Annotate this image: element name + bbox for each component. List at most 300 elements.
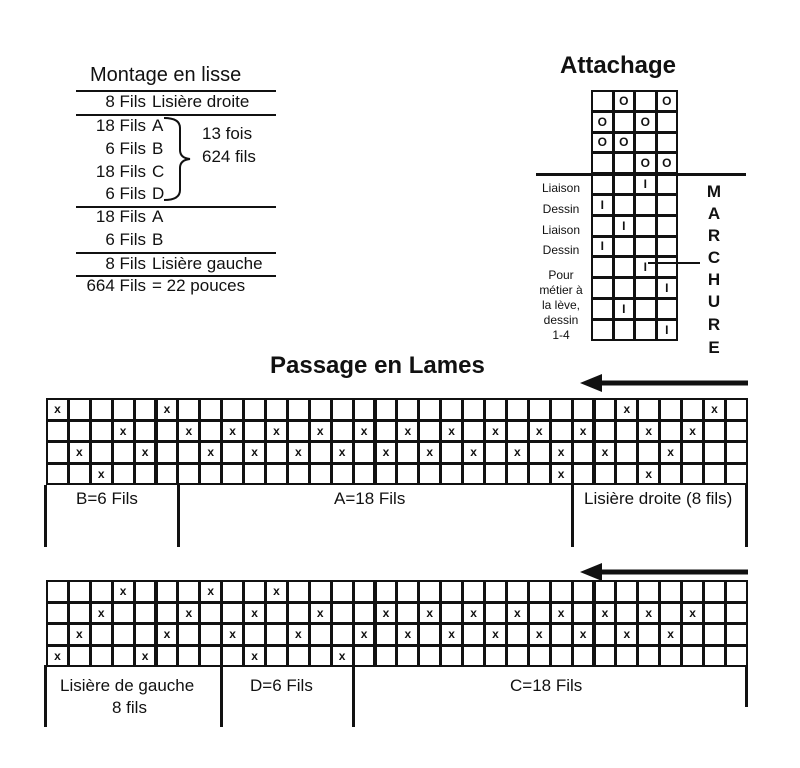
attachage-cell <box>656 215 679 237</box>
attachage-note: 1-4 <box>552 328 570 342</box>
attachage-cell <box>656 298 679 320</box>
passage-cell: x <box>287 441 310 464</box>
passage-cell: x <box>659 441 682 464</box>
passage-cell <box>331 623 354 646</box>
passage-cell: x <box>134 645 157 668</box>
attachage-cell: I <box>591 194 614 216</box>
passage-cell <box>243 623 266 646</box>
section-divider <box>220 665 223 727</box>
passage-cell <box>309 645 332 668</box>
passage-cell <box>681 580 704 603</box>
attachage-note: Pour <box>548 268 574 282</box>
passage-cell <box>484 398 507 421</box>
passage-cell <box>594 645 617 668</box>
passage-cell <box>396 398 419 421</box>
passage-cell <box>177 645 200 668</box>
passage-cell <box>199 398 222 421</box>
passage-cell <box>309 398 332 421</box>
passage-cell <box>528 645 551 668</box>
marchure-letter: H <box>707 270 721 289</box>
montage-name: A <box>152 116 164 135</box>
passage-cell <box>177 441 200 464</box>
passage-cell: x <box>112 580 135 603</box>
passage-cell <box>375 420 398 443</box>
passage-cell <box>68 398 91 421</box>
passage-cell <box>177 398 200 421</box>
passage-cell <box>440 645 463 668</box>
montage-count: 6 Fils <box>105 184 146 203</box>
passage-cell <box>46 441 69 464</box>
attachage-label: Liaison <box>541 223 581 237</box>
passage-cell <box>594 623 617 646</box>
passage-cell <box>528 441 551 464</box>
passage-cell <box>440 463 463 486</box>
passage-cell <box>528 580 551 603</box>
passage-cell: x <box>177 602 200 625</box>
passage-cell: x <box>550 602 573 625</box>
attachage-cell <box>591 90 614 112</box>
montage-total-count: 664 Fils <box>86 276 146 295</box>
passage-cell: x <box>156 398 179 421</box>
passage-cell <box>725 623 748 646</box>
passage-cell <box>90 580 113 603</box>
section-divider <box>44 485 47 547</box>
attachage-cell <box>591 215 614 237</box>
passage-cell <box>550 645 573 668</box>
passage-cell: x <box>484 623 507 646</box>
passage-cell <box>484 580 507 603</box>
passage-cell <box>287 645 310 668</box>
passage-cell: x <box>703 398 726 421</box>
passage-cell <box>156 463 179 486</box>
passage-cell <box>199 420 222 443</box>
passage-cell: x <box>265 420 288 443</box>
passage-cell <box>287 602 310 625</box>
passage-cell: x <box>46 645 69 668</box>
section-divider <box>745 665 748 707</box>
passage-cell: x <box>396 623 419 646</box>
passage-cell: x <box>287 623 310 646</box>
passage-cell: x <box>681 420 704 443</box>
passage-cell <box>353 441 376 464</box>
passage-cell <box>615 602 638 625</box>
passage-cell <box>703 441 726 464</box>
passage-cell <box>637 645 660 668</box>
attachage-cell: O <box>591 132 614 154</box>
passage-cell <box>134 602 157 625</box>
passage-cell <box>615 645 638 668</box>
passage-cell <box>440 580 463 603</box>
passage-cell <box>703 580 726 603</box>
passage-cell <box>265 441 288 464</box>
attachage-cell <box>613 277 636 299</box>
passage-cell: x <box>199 441 222 464</box>
attachage-cell: I <box>656 319 679 341</box>
passage-cell <box>572 645 595 668</box>
montage-name: D <box>152 184 165 203</box>
attachage-cell <box>613 319 636 341</box>
passage-cell: x <box>134 441 157 464</box>
passage-cell <box>156 645 179 668</box>
passage-cell <box>681 623 704 646</box>
passage-cell: x <box>528 623 551 646</box>
passage-cell <box>156 420 179 443</box>
passage-cell <box>594 398 617 421</box>
passage-cell <box>681 398 704 421</box>
marchure-letter: E <box>708 338 720 357</box>
passage-cell: x <box>550 463 573 486</box>
attachage-cell <box>591 152 614 174</box>
passage-cell <box>90 623 113 646</box>
passage-cell <box>68 420 91 443</box>
passage-cell <box>418 420 441 443</box>
passage-cell <box>199 602 222 625</box>
repeat-brace <box>160 114 200 204</box>
passage-cell <box>703 463 726 486</box>
section-divider <box>352 665 355 727</box>
passage-cell <box>418 398 441 421</box>
passage-cell <box>659 602 682 625</box>
montage-count: 18 Fils <box>95 116 146 135</box>
attachage-cell <box>591 277 614 299</box>
passage-cell <box>331 602 354 625</box>
passage-cell: x <box>615 623 638 646</box>
passage-cell <box>68 580 91 603</box>
passage-cell: x <box>659 623 682 646</box>
passage-cell <box>177 580 200 603</box>
attachage-cell: O <box>634 152 657 174</box>
passage-cell: x <box>396 420 419 443</box>
passage-cell <box>199 463 222 486</box>
passage-cell <box>418 645 441 668</box>
passage-cell: x <box>309 420 332 443</box>
passage-cell <box>594 463 617 486</box>
montage-count: 6 Fils <box>105 139 146 158</box>
passage-cell <box>396 645 419 668</box>
attachage-cell <box>656 111 679 133</box>
passage-cell: x <box>221 420 244 443</box>
passage-cell: x <box>572 623 595 646</box>
marchure-letter: C <box>707 248 721 267</box>
passage-cell <box>46 463 69 486</box>
passage-cell <box>331 580 354 603</box>
passage-cell <box>681 441 704 464</box>
passage-cell: x <box>68 441 91 464</box>
passage-cell <box>528 602 551 625</box>
passage-cell: x <box>550 441 573 464</box>
passage-cell <box>418 580 441 603</box>
attachage-cell <box>613 236 636 258</box>
passage-cell <box>506 623 529 646</box>
passage-cell <box>462 398 485 421</box>
passage-cell <box>725 398 748 421</box>
attachage-divider <box>536 173 746 176</box>
passage-cell <box>506 580 529 603</box>
passage-cell <box>462 645 485 668</box>
passage-cell: x <box>353 420 376 443</box>
passage-cell <box>484 463 507 486</box>
section-label-d: D=6 Fils <box>250 676 313 695</box>
passage-cell <box>353 463 376 486</box>
attachage-cell <box>613 152 636 174</box>
attachage-label: Dessin <box>542 243 580 257</box>
passage-cell <box>637 398 660 421</box>
repeat-times: 13 fois <box>202 124 253 143</box>
passage-cell: x <box>637 463 660 486</box>
passage-cell <box>156 602 179 625</box>
passage-cell <box>309 441 332 464</box>
passage-cell <box>703 623 726 646</box>
passage-cell <box>265 602 288 625</box>
passage-cell <box>725 580 748 603</box>
passage-cell <box>112 602 135 625</box>
passage-cell <box>134 623 157 646</box>
passage-cell <box>287 398 310 421</box>
attachage-cell <box>634 132 657 154</box>
attachage-cell: I <box>634 256 657 278</box>
passage-cell: x <box>462 602 485 625</box>
passage-cell <box>462 420 485 443</box>
passage-cell <box>462 580 485 603</box>
passage-title: Passage en Lames <box>270 352 485 379</box>
passage-cell: x <box>506 441 529 464</box>
passage-cell <box>199 623 222 646</box>
passage-cell: x <box>265 580 288 603</box>
passage-cell: x <box>375 441 398 464</box>
attachage-cell <box>656 173 679 195</box>
passage-cell <box>594 420 617 443</box>
attachage-cell <box>656 132 679 154</box>
montage-name: B <box>152 139 164 158</box>
section-label-lisiere-gauche: Lisière de gauche <box>60 676 195 695</box>
attachage-cell <box>613 173 636 195</box>
section-label-b: B=6 Fils <box>76 489 138 508</box>
attachage-label: Liaison <box>541 181 581 195</box>
passage-cell: x <box>309 602 332 625</box>
passage-cell <box>353 398 376 421</box>
attachage-cell: I <box>591 236 614 258</box>
marchure-letter: R <box>707 226 721 245</box>
passage-cell <box>681 645 704 668</box>
passage-cell <box>375 623 398 646</box>
passage-cell: x <box>594 441 617 464</box>
passage-cell <box>309 623 332 646</box>
passage-cell: x <box>68 623 91 646</box>
passage-cell <box>484 602 507 625</box>
attachage-cell: O <box>656 90 679 112</box>
passage-cell: x <box>440 420 463 443</box>
passage-cell <box>506 398 529 421</box>
attachage-cell: I <box>634 173 657 195</box>
passage-cell <box>440 602 463 625</box>
section-label-c: C=18 Fils <box>510 676 583 695</box>
passage-cell <box>156 580 179 603</box>
passage-cell <box>90 398 113 421</box>
passage-cell <box>703 420 726 443</box>
passage-cell <box>221 398 244 421</box>
attachage-note: dessin <box>543 313 579 327</box>
passage-cell <box>46 580 69 603</box>
passage-cell <box>659 645 682 668</box>
attachage-cell: O <box>591 111 614 133</box>
montage-count: 8 Fils <box>105 254 146 273</box>
attachage-cell <box>656 236 679 258</box>
passage-cell: x <box>637 602 660 625</box>
passage-cell <box>484 645 507 668</box>
attachage-note: la lève, <box>541 298 581 312</box>
passage-cell <box>440 398 463 421</box>
passage-cell <box>659 463 682 486</box>
passage-cell <box>659 398 682 421</box>
passage-cell <box>68 602 91 625</box>
passage-cell <box>112 398 135 421</box>
attachage-cell <box>656 194 679 216</box>
passage-cell <box>265 463 288 486</box>
passage-cell <box>243 398 266 421</box>
section-divider <box>571 485 574 547</box>
section-label-lisiere-gauche-count: 8 fils <box>112 698 147 717</box>
passage-cell <box>243 463 266 486</box>
passage-cell: x <box>90 602 113 625</box>
passage-cell <box>550 623 573 646</box>
passage-cell <box>725 602 748 625</box>
section-divider <box>745 485 748 547</box>
repeat-threads: 624 fils <box>202 147 256 166</box>
attachage-label: Dessin <box>542 202 580 216</box>
passage-cell: x <box>90 463 113 486</box>
attachage-cell <box>634 236 657 258</box>
passage-cell <box>725 420 748 443</box>
passage-cell: x <box>243 645 266 668</box>
attachage-note: métier à <box>539 283 583 297</box>
passage-cell <box>615 441 638 464</box>
passage-cell <box>659 580 682 603</box>
montage-name: C <box>152 162 165 181</box>
attachage-cell <box>591 319 614 341</box>
passage-cell <box>572 463 595 486</box>
passage-cell <box>375 580 398 603</box>
marchure-letter: U <box>707 292 721 311</box>
montage-count: 18 Fils <box>95 207 146 226</box>
attachage-title: Attachage <box>560 52 677 79</box>
passage-cell <box>462 623 485 646</box>
passage-cell <box>375 645 398 668</box>
passage-cell <box>243 580 266 603</box>
attachage-divider-lower <box>648 262 700 264</box>
passage-cell <box>572 398 595 421</box>
passage-cell <box>725 441 748 464</box>
passage-cell <box>112 623 135 646</box>
attachage-cell: I <box>656 277 679 299</box>
passage-cell <box>68 463 91 486</box>
passage-cell <box>90 645 113 668</box>
passage-cell: x <box>221 623 244 646</box>
passage-cell <box>396 463 419 486</box>
passage-cell: x <box>418 602 441 625</box>
passage-cell <box>572 441 595 464</box>
passage-cell <box>703 602 726 625</box>
passage-cell <box>287 420 310 443</box>
passage-cell <box>681 463 704 486</box>
attachage-cell <box>613 256 636 278</box>
passage-cell <box>396 602 419 625</box>
attachage-cell <box>634 277 657 299</box>
passage-cell <box>177 463 200 486</box>
passage-cell <box>46 420 69 443</box>
passage-cell <box>418 463 441 486</box>
passage-cell <box>353 580 376 603</box>
passage-cell <box>265 645 288 668</box>
passage-cell: x <box>375 602 398 625</box>
passage-cell: x <box>199 580 222 603</box>
passage-cell: x <box>112 420 135 443</box>
passage-cell <box>265 623 288 646</box>
passage-cell <box>484 441 507 464</box>
montage-name: A <box>152 207 164 226</box>
attachage-cell <box>591 173 614 195</box>
passage-cell <box>68 645 91 668</box>
passage-cell <box>353 602 376 625</box>
marchure-letter: A <box>707 204 721 223</box>
passage-cell <box>156 441 179 464</box>
passage-cell <box>659 420 682 443</box>
attachage-cell <box>591 256 614 278</box>
passage-cell <box>462 463 485 486</box>
attachage-cell: I <box>613 215 636 237</box>
passage-cell <box>594 580 617 603</box>
attachage-cell: O <box>613 132 636 154</box>
passage-cell <box>331 398 354 421</box>
passage-cell <box>90 441 113 464</box>
passage-cell: x <box>681 602 704 625</box>
passage-cell: x <box>440 623 463 646</box>
passage-cell <box>177 623 200 646</box>
passage-cell <box>506 420 529 443</box>
passage-cell <box>353 645 376 668</box>
passage-cell <box>375 398 398 421</box>
passage-cell <box>637 623 660 646</box>
passage-cell <box>243 420 266 443</box>
passage-cell <box>221 602 244 625</box>
passage-cell <box>615 463 638 486</box>
passage-cell <box>112 441 135 464</box>
attachage-cell <box>634 298 657 320</box>
montage-count: 8 Fils <box>105 92 146 111</box>
passage-cell: x <box>615 398 638 421</box>
marchure-letter: R <box>707 315 721 334</box>
section-divider <box>44 665 47 727</box>
passage-cell <box>725 645 748 668</box>
passage-cell <box>637 441 660 464</box>
passage-cell <box>615 420 638 443</box>
passage-cell <box>572 602 595 625</box>
passage-cell <box>309 463 332 486</box>
passage-cell <box>46 602 69 625</box>
arrow-left-icon <box>578 373 750 393</box>
arrow-left-icon <box>578 562 750 582</box>
passage-cell: x <box>484 420 507 443</box>
section-label-a: A=18 Fils <box>334 489 406 508</box>
passage-cell <box>331 463 354 486</box>
attachage-cell <box>591 298 614 320</box>
passage-cell <box>550 580 573 603</box>
passage-cell <box>528 398 551 421</box>
section-label-lisiere-droite: Lisière droite (8 fils) <box>584 489 733 508</box>
passage-cell <box>112 463 135 486</box>
passage-cell: x <box>594 602 617 625</box>
passage-cell <box>725 463 748 486</box>
passage-cell <box>265 398 288 421</box>
